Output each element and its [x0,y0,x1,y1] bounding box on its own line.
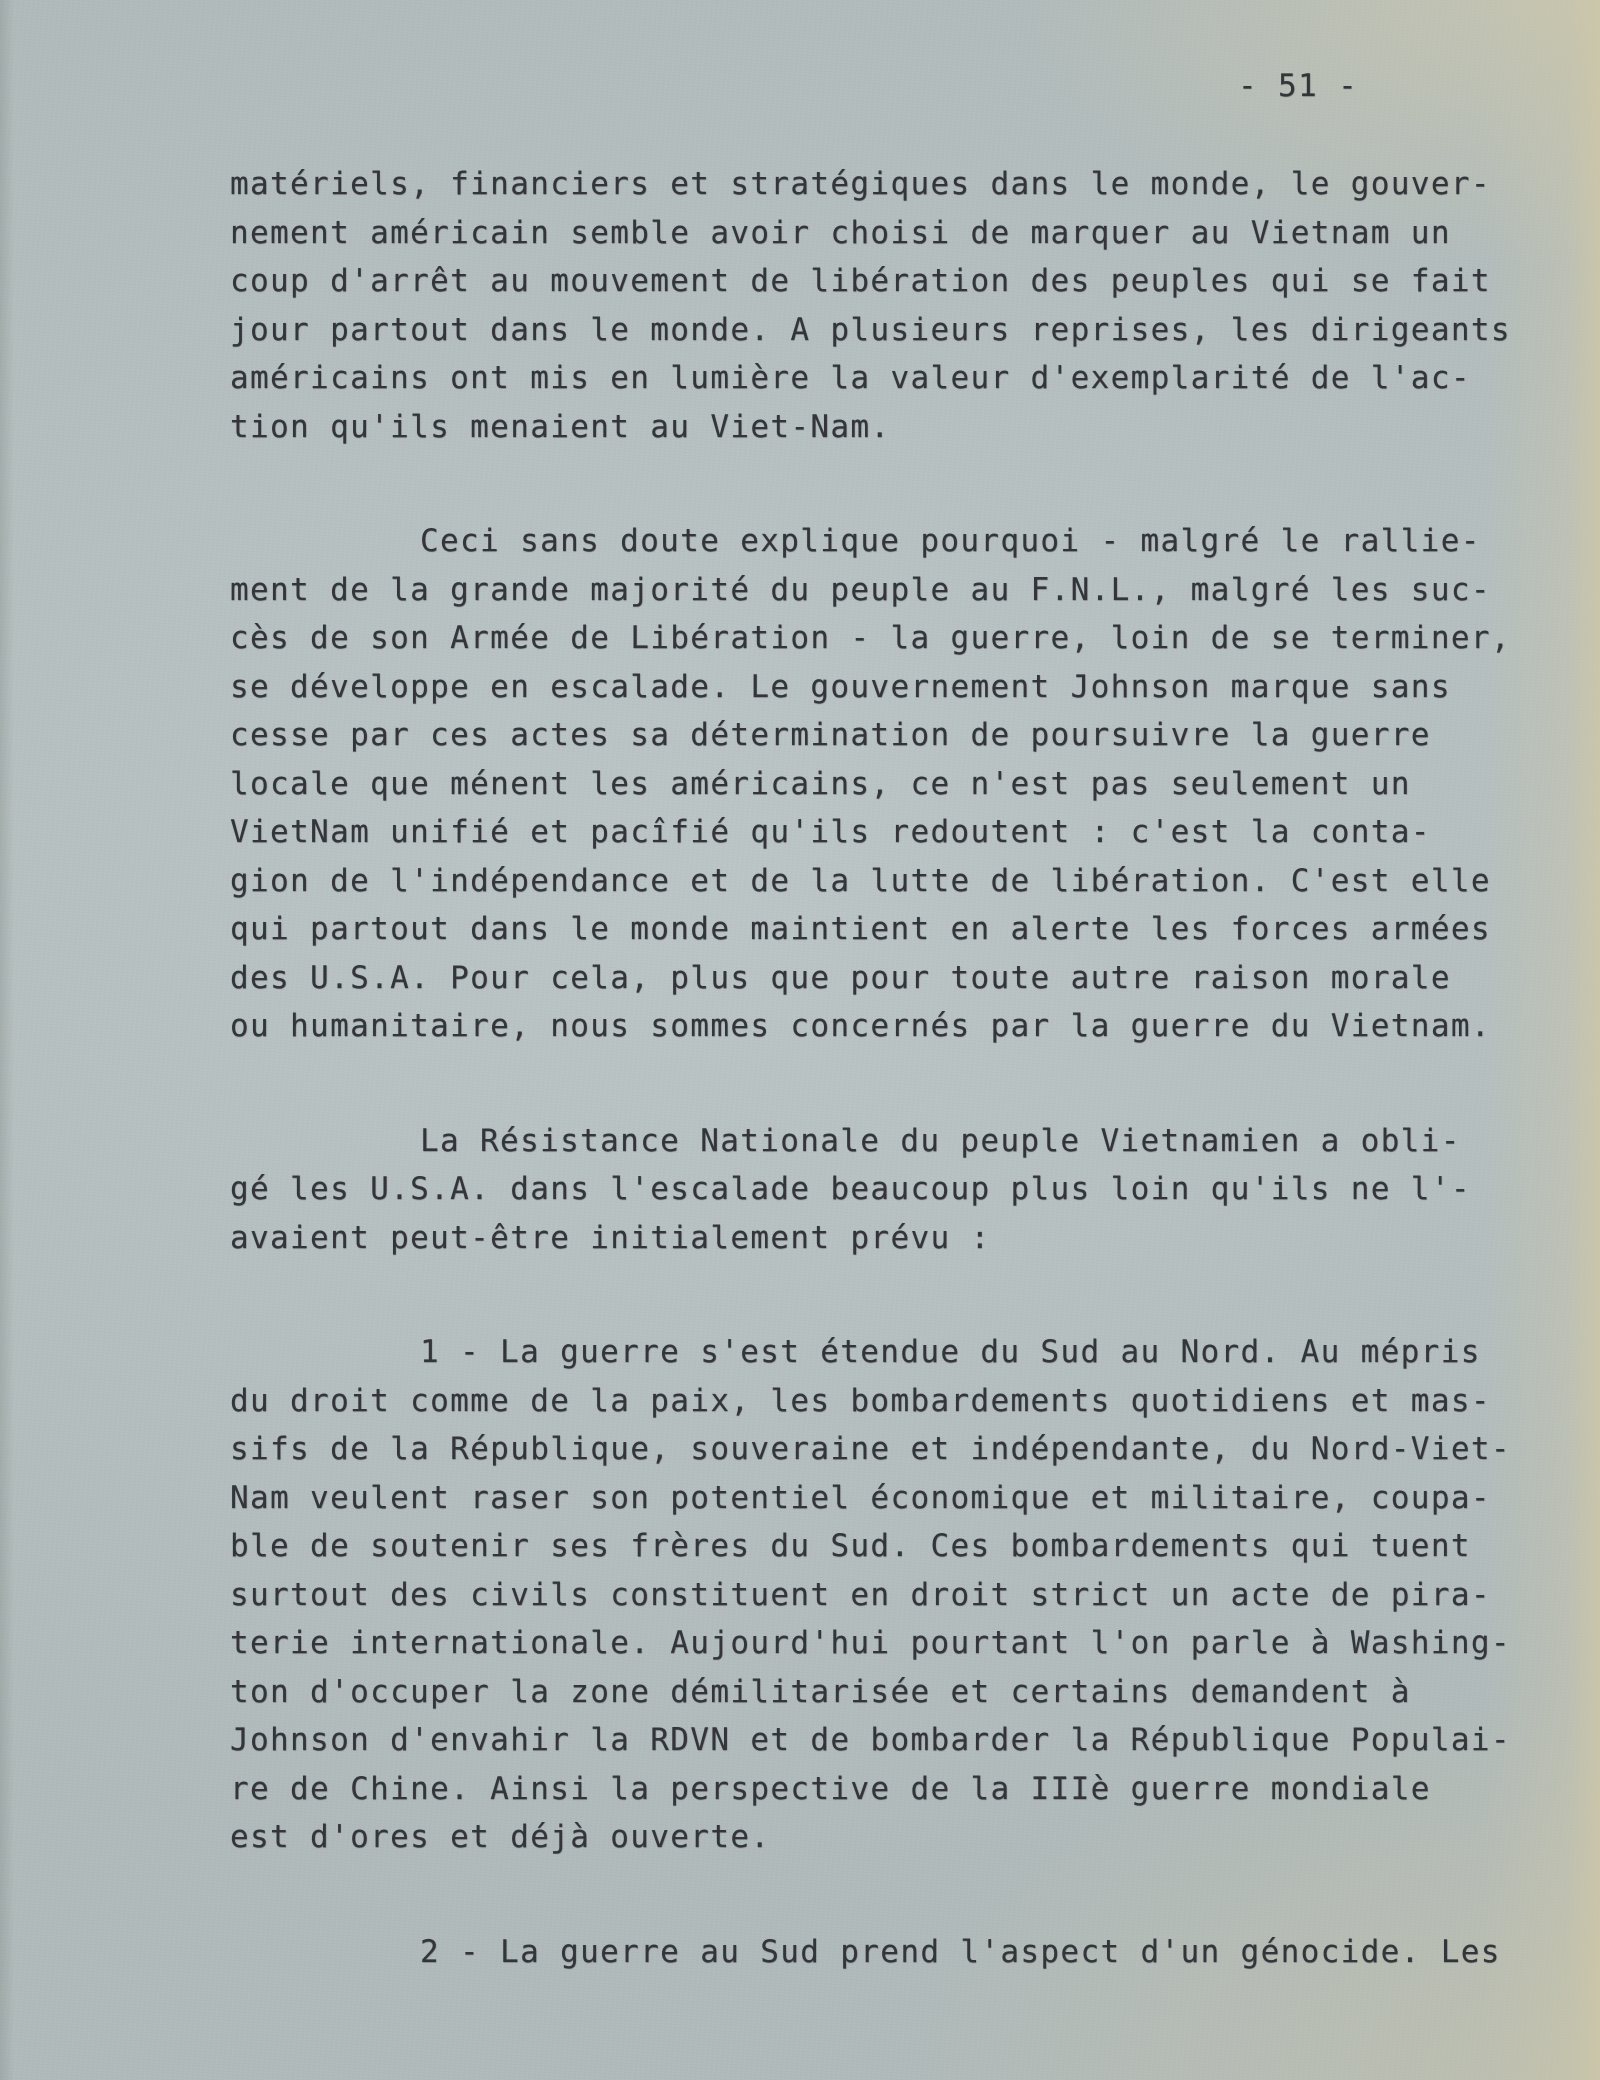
paragraph [230,1117,1540,1263]
text-line: locale que ménent les américains, ce n'est pas seulement un [230,765,1411,802]
text-line: cès de son Armée de Libération - la guerre, loin de se terminer, [230,620,1511,656]
paragraph [230,517,1540,1051]
text-line: coup d'arrêt au mouvement de libération des peuples qui se fait [230,263,1491,299]
text-line: américains ont mis en lumière la valeur d'exemplarité de l'ac- [230,360,1471,396]
text-line: Nam veulent raser son potentiel économique et militaire, coupa- [230,1479,1491,1516]
text-line: tion qu'ils menaient au Viet-Nam. [230,408,891,445]
text-line: ou humanitaire, nous sommes concernés par la guerre du Vietnam. [230,1008,1491,1044]
text-line: cesse par ces actes sa détermination de poursuivre la guerre [230,717,1431,753]
text-line: ble de soutenir ses frères du Sud. Ces bombardements qui tuent [230,1528,1471,1564]
text-line: ton d'occuper la zone démilitarisée et certains demandent à [230,1673,1411,1710]
text-line: terie internationale. Aujourd'hui pourtant l'on parle à Washing- [230,1625,1511,1661]
paragraph [230,1328,1540,1862]
text-line: se développe en escalade. Le gouvernement Johnson marque sans [230,668,1451,705]
text-line: qui partout dans le monde maintient en alerte les forces armées [230,911,1491,947]
text-line: nement américain semble avoir choisi de marquer au Vietnam un [230,214,1451,251]
text-line: surtout des civils constituent en droit strict un acte de pira- [230,1576,1491,1613]
text-line: Ceci sans doute explique pourquoi - malgré le rallie- [420,523,1481,559]
paragraph [230,1928,1540,1977]
text-line: ment de la grande majorité du peuple au F.N.L., malgré les suc- [230,571,1491,608]
page-body [230,160,1540,1976]
page-number: - 51 - [1238,68,1359,104]
text-line: 1 - La guerre s'est étendue du Sud au Nord. Au mépris [420,1334,1481,1370]
text-line: avaient peut-être initialement prévu : [230,1219,991,1256]
text-line: gé les U.S.A. dans l'escalade beaucoup plus loin qu'ils ne l'- [230,1171,1471,1207]
text-line: gion de l'indépendance et de la lutte de libération. C'est elle [230,862,1491,899]
text-line: matériels, financiers et stratégiques dans le monde, le gouver- [230,166,1491,202]
text-line: des U.S.A. Pour cela, plus que pour toute autre raison morale [230,959,1451,996]
text-line: sifs de la République, souveraine et indépendante, du Nord-Viet- [230,1431,1511,1467]
text-line: jour partout dans le monde. A plusieurs reprises, les dirigeants [230,311,1511,348]
text-line: VietNam unifié et pacîfié qu'ils redoutent : c'est la conta- [230,814,1431,850]
paragraph [230,160,1540,451]
text-line: re de Chine. Ainsi la perspective de la IIIè guerre mondiale [230,1770,1431,1807]
text-line: La Résistance Nationale du peuple Vietnamien a obli- [420,1122,1461,1159]
text-line: du droit comme de la paix, les bombardements quotidiens et mas- [230,1382,1491,1419]
text-line: est d'ores et déjà ouverte. [230,1819,771,1855]
text-line: 2 - La guerre au Sud prend l'aspect d'un génocide. Les [420,1933,1501,1970]
text-line: Johnson d'envahir la RDVN et de bombarder la République Populai- [230,1722,1511,1758]
